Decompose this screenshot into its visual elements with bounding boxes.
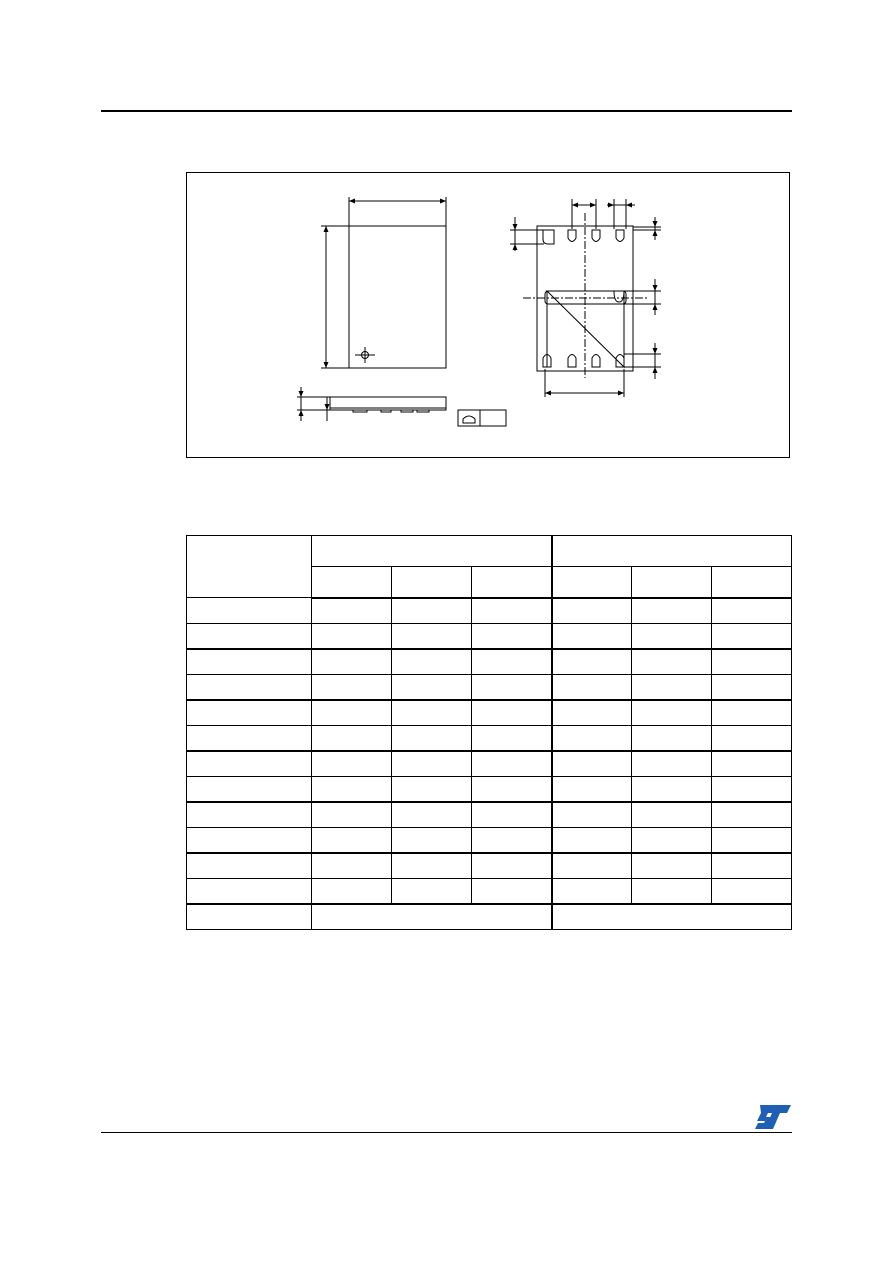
table-row — [187, 674, 792, 700]
table-cell — [472, 853, 552, 879]
table-last-row — [187, 904, 792, 930]
table-cell — [712, 598, 792, 624]
table-row — [187, 623, 792, 649]
header-rule — [101, 110, 792, 112]
top-view — [321, 197, 446, 368]
table-cell — [552, 598, 632, 624]
table-cell — [312, 802, 392, 828]
table-cell — [632, 802, 712, 828]
table-cell — [712, 853, 792, 879]
table-cell — [632, 623, 712, 649]
table-header-dim — [187, 536, 312, 598]
bottom-view — [510, 199, 661, 397]
table-subheader-cell — [472, 567, 552, 598]
table-cell — [552, 623, 632, 649]
table-cell — [312, 853, 392, 879]
table-cell — [712, 623, 792, 649]
table-cell — [187, 700, 312, 726]
table-cell — [712, 674, 792, 700]
table-row — [187, 827, 792, 853]
table-cell — [312, 751, 392, 777]
dimensions-table — [186, 535, 792, 930]
table-header-row — [187, 536, 792, 567]
table-cell — [392, 623, 472, 649]
table-cell — [187, 827, 312, 853]
table-cell — [632, 598, 712, 624]
table-row — [187, 725, 792, 751]
table-row — [187, 853, 792, 879]
table-cell — [472, 751, 552, 777]
table-row — [187, 878, 792, 904]
table-cell — [187, 853, 312, 879]
package-drawing — [187, 173, 791, 459]
package-drawing-frame — [186, 172, 790, 458]
table-cell — [552, 827, 632, 853]
table-cell — [472, 598, 552, 624]
table-cell — [632, 853, 712, 879]
table-cell — [312, 649, 392, 675]
table-cell — [712, 776, 792, 802]
table-cell — [187, 598, 312, 624]
table-cell — [712, 700, 792, 726]
table-cell — [392, 649, 472, 675]
table-cell — [392, 751, 472, 777]
table-cell — [632, 827, 712, 853]
table-subheader-cell — [312, 567, 392, 598]
footer-rule — [101, 1132, 792, 1133]
table-cell — [632, 700, 712, 726]
table-cell — [552, 649, 632, 675]
table-cell — [392, 725, 472, 751]
table-cell — [472, 649, 552, 675]
table-cell — [312, 700, 392, 726]
table-cell — [632, 776, 712, 802]
table-cell — [552, 751, 632, 777]
table-cell — [187, 623, 312, 649]
table-cell — [187, 674, 312, 700]
table-last-row-mm — [312, 904, 552, 930]
table-cell — [712, 751, 792, 777]
table-row — [187, 751, 792, 777]
table-cell — [552, 802, 632, 828]
table-body — [187, 598, 792, 904]
table-cell — [392, 878, 472, 904]
table-row — [187, 700, 792, 726]
table-cell — [312, 674, 392, 700]
table-cell — [552, 878, 632, 904]
table-subheader-cell — [392, 567, 472, 598]
table-subheader-cell — [712, 567, 792, 598]
table-cell — [632, 725, 712, 751]
table-cell — [312, 725, 392, 751]
table-cell — [187, 751, 312, 777]
table-cell — [712, 827, 792, 853]
table-cell — [312, 827, 392, 853]
table-header-inch — [552, 536, 792, 567]
st-logo-icon — [754, 1104, 792, 1130]
table-cell — [552, 776, 632, 802]
table-cell — [392, 853, 472, 879]
table-cell — [312, 878, 392, 904]
table-cell — [712, 725, 792, 751]
table-cell — [187, 878, 312, 904]
table-cell — [472, 878, 552, 904]
table-cell — [632, 751, 712, 777]
table-cell — [552, 725, 632, 751]
table-subheader-cell — [552, 567, 632, 598]
table-cell — [472, 623, 552, 649]
table-cell — [187, 802, 312, 828]
table-cell — [392, 802, 472, 828]
table-cell — [712, 878, 792, 904]
table-cell — [312, 776, 392, 802]
table-cell — [712, 802, 792, 828]
table-cell — [552, 674, 632, 700]
table-row — [187, 776, 792, 802]
table-cell — [187, 725, 312, 751]
table-last-row-label — [187, 904, 312, 930]
table-cell — [632, 674, 712, 700]
table-cell — [312, 623, 392, 649]
table-cell — [392, 776, 472, 802]
table-last-row-inch — [552, 904, 792, 930]
table-cell — [392, 598, 472, 624]
table-cell — [472, 776, 552, 802]
table-cell — [472, 674, 552, 700]
table-cell — [632, 878, 712, 904]
table-cell — [392, 674, 472, 700]
table-subheader-cell — [632, 567, 712, 598]
table-cell — [392, 827, 472, 853]
table-row — [187, 649, 792, 675]
table-cell — [552, 700, 632, 726]
table-cell — [472, 827, 552, 853]
table-header-mm — [312, 536, 552, 567]
table-cell — [712, 649, 792, 675]
table-cell — [632, 649, 712, 675]
table-cell — [312, 598, 392, 624]
table-cell — [187, 776, 312, 802]
table-cell — [472, 700, 552, 726]
table-row — [187, 802, 792, 828]
table-row — [187, 598, 792, 624]
table-cell — [472, 802, 552, 828]
table-cell — [472, 725, 552, 751]
table-cell — [392, 700, 472, 726]
table-cell — [552, 853, 632, 879]
table-cell — [187, 649, 312, 675]
